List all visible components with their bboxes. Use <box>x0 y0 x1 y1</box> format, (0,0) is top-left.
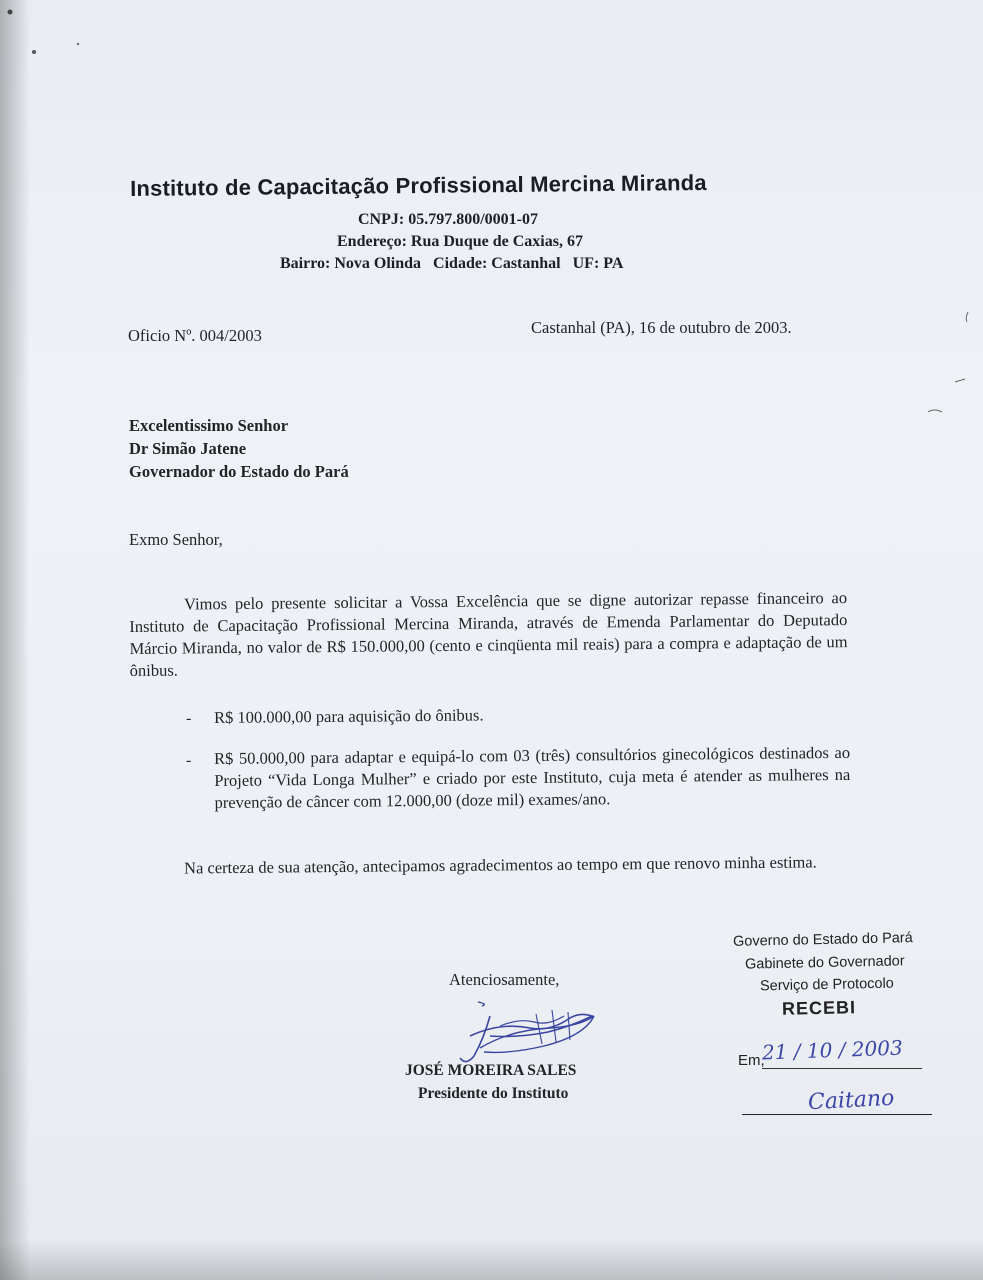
cnpj-line: CNPJ: 05.797.800/0001-07 <box>358 211 538 228</box>
place-date: Castanhal (PA), 16 de outubro de 2003. <box>531 318 792 337</box>
body-paragraph-1: Vimos pelo presente solicitar a Vossa Excelência que se digne autorizar repasse financeiro ao Instituto de Capacitação Profissional Mercina Miranda, através de Emenda Parlamentar do Deputado Márcio Miranda, no valor de R$ 150.000,00 (cento e cinqüenta mil reais) para a compra e adaptação de um ônibus. <box>129 588 848 680</box>
bullet-item-1: R$ 100.000,00 para aquisição do ônibus. <box>214 705 484 727</box>
stamp-date-underline <box>762 1068 922 1069</box>
stamp-signature-line <box>742 1114 932 1115</box>
stamp-received: RECEBI <box>781 997 857 1019</box>
address-line: Endereço: Rua Duque de Caxias, 67 <box>337 233 583 250</box>
recipient-line-2: Dr Simão Jatene <box>129 439 247 458</box>
stamp-line-3: Serviço de Protocolo <box>759 975 894 995</box>
stamp-receiver-signature: Caitano <box>807 1085 895 1116</box>
recipient-line-1: Excelentissimo Senhor <box>129 416 289 435</box>
salutation: Exmo Senhor, <box>129 530 223 549</box>
signer-name: JOSÉ MOREIRA SALES <box>405 1062 577 1079</box>
stamp-line-1: Governo do Estado do Pará <box>732 930 913 950</box>
office-number: Oficio Nº. 004/2003 <box>128 326 262 345</box>
recipient-line-3: Governador do Estado do Pará <box>129 462 349 481</box>
institute-title: Instituto de Capacitação Profissional Mercina Miranda <box>130 169 707 201</box>
bullet-dash-2: - <box>186 752 192 769</box>
stamp-date-handwritten: 21 / 10 / 2003 <box>761 1035 904 1065</box>
body-paragraph-2: Na certeza de sua atenção, antecipamos agradecimentos ao tempo em que renovo minha estima. <box>184 852 817 878</box>
signer-title: Presidente do Instituto <box>418 1085 569 1102</box>
bullet-item-2: R$ 50.000,00 para adaptar e equipá-lo com 03 (três) consultórios ginecológicos destinados ao Projeto “Vida Longa Mulher” e criado por este Instituto, cuja meta é atender as mulheres na prevenção de câncer com 12.000,00 (doze mil) exames/ano. <box>214 742 851 812</box>
district-line: Bairro: Nova Olinda Cidade: Castanhal UF: PA <box>280 255 624 272</box>
bullet-dash-1: - <box>186 710 192 727</box>
valediction: Atenciosamente, <box>449 970 560 989</box>
stamp-line-2: Gabinete do Governador <box>744 953 905 973</box>
stamp-date-prefix: Em, <box>738 1052 765 1069</box>
